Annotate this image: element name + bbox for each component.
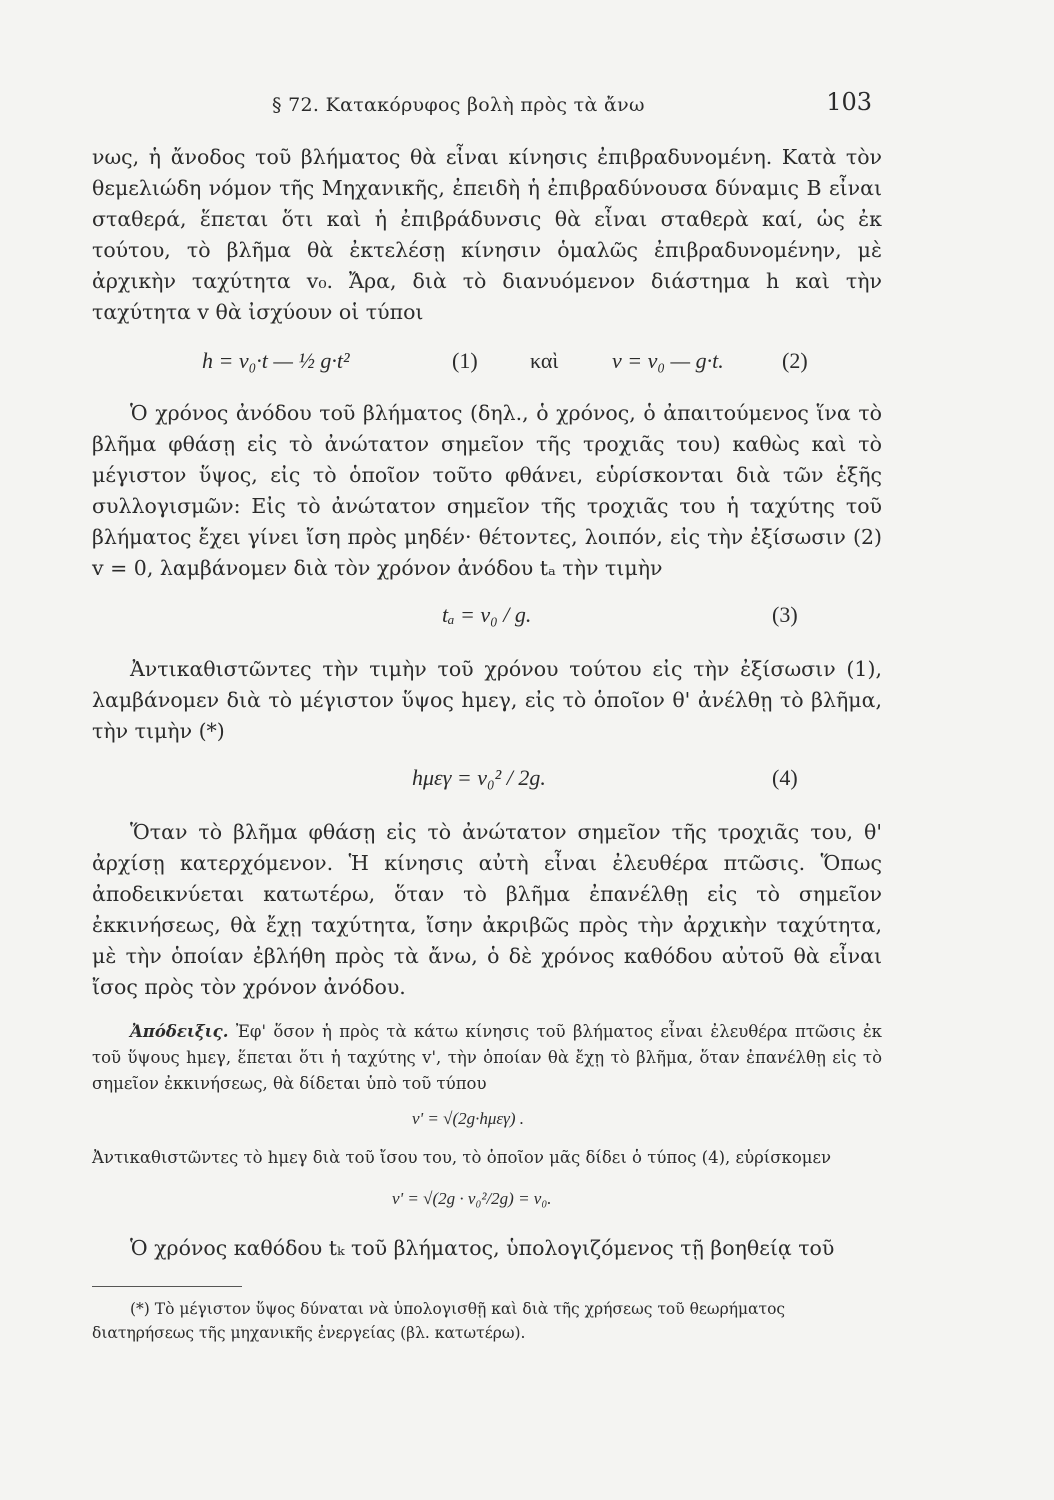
paragraph-1: νως, ἡ ἄνοδος τοῦ βλήματος θὰ εἶναι κίνησις ἐπιβραδυνομένη. Κατὰ τὸν θεμελιώδη νόμον τῆς Μηχανικῆς, ἐπειδὴ ἡ ἐπιβραδύνουσα δύναμις B εἶναι σταθερά, ἕπεται ὅτι καὶ ἡ ἐπιβράδυνσις θὰ εἶναι σταθερὰ καί, ὡς ἐκ τούτου, τὸ βλῆμα θὰ ἐκτελέσῃ κίνησιν ὁμαλῶς ἐπιβραδυνομένην, μὲ ἀρχικὴν ταχύτητα v₀. Ἄρα, διὰ τὸ διανυόμενον διάστημα h καὶ τὴν ταχύτητα v θὰ ἰσχύουν οἱ τύποι <box>92 145 882 324</box>
equation-2-number: (2) <box>782 348 808 373</box>
equation-6: v' = √(2g · v₀²/2g) = v₀. <box>392 1189 552 1208</box>
main-text <box>92 142 882 1345</box>
equation-5-line <box>92 1097 882 1145</box>
running-header <box>92 88 872 128</box>
proof-paragraph <box>92 1019 882 1097</box>
equation-1-number: (1) <box>452 348 478 373</box>
equation-4-line <box>92 747 882 817</box>
equation-3: tₐ = v₀ / g. <box>442 602 532 627</box>
footnote-rule <box>92 1286 242 1287</box>
paragraph-7: Ὁ χρόνος καθόδου tₖ τοῦ βλήματος, ὑπολογιζόμενος τῇ βοηθείᾳ τοῦ <box>130 1236 835 1260</box>
equation-4: hμεγ = v₀² / 2g. <box>412 765 546 790</box>
equation-4-number: (4) <box>772 765 798 790</box>
equation-1: h = v₀·t — ½ g·t² <box>202 348 350 373</box>
paragraph-2: Ὁ χρόνος ἀνόδου τοῦ βλήματος (δηλ., ὁ χρόνος, ὁ ἀπαιτούμενος ἵνα τὸ βλῆμα φθάσῃ εἰς τὸ ἀνώτατον σημεῖον τῆς τροχιᾶς του) καθὼς καὶ τὸ μέγιστον ὕψος, εἰς τὸ ὁποῖον τοῦτο φθάνει, εὑρίσκονται διὰ τῶν ἑξῆς συλλογισμῶν: Εἰς τὸ ἀνώτατον σημεῖον τῆς τροχιᾶς του ἡ ταχύτης τοῦ βλήματος ἔχει γίνει ἴση πρὸς μηδέν· θέτοντες, λοιπόν, εἰς τὴν ἐξίσωσιν (2) v = 0, λαμβάνομεν διὰ τὸν χρόνον ἀνόδου tₐ τὴν τιμὴν <box>92 401 882 580</box>
equation-3-number: (3) <box>772 602 798 627</box>
proof-text: Ἐφ' ὅσον ἡ πρὸς τὰ κάτω κίνησις τοῦ βλήματος εἶναι ἐλευθέρα πτῶσις ἐκ τοῦ ὕψους hμεγ, ἕπεται ὅτι ἡ ταχύτης v', τὴν ὁποίαν θὰ ἔχῃ τὸ βλῆμα, ὅταν ἐπανέλθῃ εἰς τὸ σημεῖον ἐκκινήσεως, θὰ δίδεται ὑπὸ τοῦ τύπου <box>92 1022 882 1093</box>
footnote: (*) Τὸ μέγιστον ὕψος δύναται νὰ ὑπολογισθῇ καὶ διὰ τῆς χρήσεως τοῦ θεωρήματος διατηρήσεως τῆς μηχανικῆς ἐνεργείας (βλ. κατωτέρω). <box>92 1300 786 1342</box>
page-number: 103 <box>826 88 872 116</box>
section-title: § 72. Κατακόρυφος βολὴ πρὸς τὰ ἄνω <box>272 94 645 116</box>
equations-1-2 <box>92 328 882 398</box>
paragraph-4: Ὅταν τὸ βλῆμα φθάσῃ εἰς τὸ ἀνώτατον σημεῖον τῆς τροχιᾶς του, θ' ἀρχίσῃ κατερχόμενον. Ἡ κίνησις αὐτὴ εἶναι ἐλευθέρα πτῶσις. Ὅπως ἀποδεικνύεται κατωτέρω, ὅταν τὸ βλῆμα ἐπανέλθῃ εἰς τὸ σημεῖον ἐκκινήσεως, θὰ ἔχῃ ταχύτητα, ἴσην ἀκριβῶς πρὸς τὴν ἀρχικὴν ταχύτητα, μὲ τὴν ὁποίαν ἐβλήθη πρὸς τὰ ἄνω, ὁ δὲ χρόνος καθόδου αὐτοῦ θὰ εἶναι ἴσος πρὸς τὸν χρόνον ἀνόδου. <box>92 820 882 999</box>
paragraph-3: Ἀντικαθιστῶντες τὴν τιμὴν τοῦ χρόνου τούτου εἰς τὴν ἐξίσωσιν (1), λαμβάνομεν διὰ τὸ μέγιστον ὕψος hμεγ, εἰς τὸ ὁποῖον θ' ἀνέλθῃ τὸ βλῆμα, τὴν τιμὴν (*) <box>92 657 882 743</box>
equation-5: v' = √(2g·hμεγ) . <box>412 1109 524 1128</box>
equation-3-line <box>92 584 882 654</box>
equation-2: v = v₀ — g·t. <box>612 348 724 373</box>
equation-6-line <box>92 1171 882 1233</box>
paragraph-6: Ἀντικαθιστῶντες τὸ hμεγ διὰ τοῦ ἴσου του, τὸ ὁποῖον μᾶς δίδει ὁ τύπος (4), εὑρίσκομεν <box>92 1148 832 1167</box>
proof-label: Ἀπόδειξις. <box>130 1022 229 1041</box>
equation-conjunction: καὶ <box>530 348 559 373</box>
